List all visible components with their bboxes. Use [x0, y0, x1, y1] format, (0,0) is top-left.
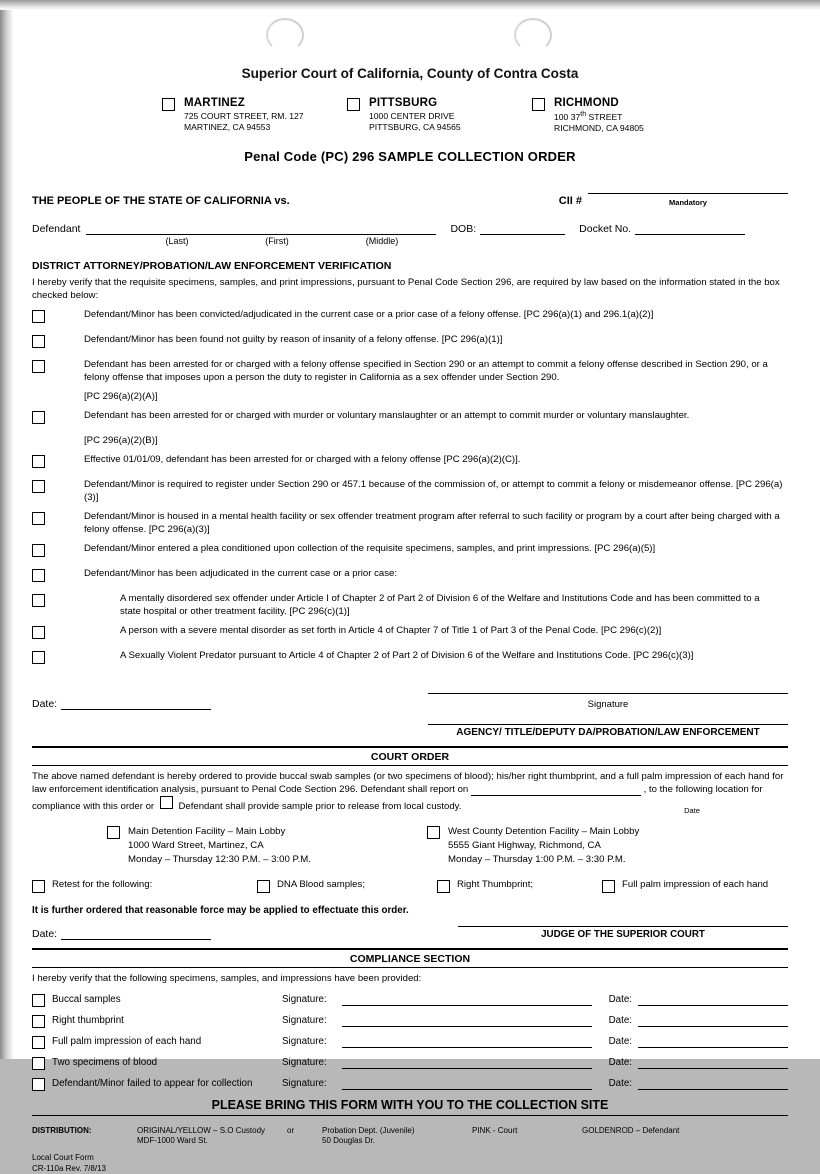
facility-hours: Monday – Thursday 1:00 P.M. – 3:30 P.M. — [448, 853, 626, 865]
checkbox-verification-2[interactable] — [32, 335, 45, 348]
compliance-option-right-thumbprint[interactable] — [32, 1014, 282, 1028]
compliance-option-two-specimens-blood[interactable] — [32, 1056, 282, 1070]
name-sublabels — [32, 236, 788, 246]
compliance-row — [32, 1077, 788, 1091]
compliance-date-label: Date: — [608, 1015, 632, 1027]
form-number-line1: Local Court Form — [32, 1152, 94, 1162]
form-title: Penal Code (PC) 296 SAMPLE COLLECTION ORDER — [244, 149, 576, 165]
distribution-copy1-line2: MDF-1000 Ward St. — [137, 1136, 208, 1146]
defendant-row — [32, 221, 788, 235]
checkbox-right-thumbprint-compliance[interactable] — [32, 1015, 45, 1028]
verification-item[interactable] — [32, 454, 788, 473]
compliance-signature-label: Signature: — [282, 1078, 327, 1090]
verification-item-text: Defendant/Minor is required to register under Section 290 or 457.1 because of the commission of, or attempt to commit a felony or misdemeanor offense. [PC 296(a)(3)] — [84, 478, 783, 503]
compliance-date-input[interactable] — [638, 1015, 788, 1027]
checkbox-verification-8[interactable] — [32, 544, 45, 557]
checkbox-sample-prior-release[interactable] — [160, 796, 173, 809]
compliance-date-label: Date: — [608, 1057, 632, 1069]
dob-input[interactable] — [480, 221, 565, 235]
retest-option-label: Right Thumbprint; — [457, 878, 534, 890]
verification-intro: I hereby verify that the requisite specimens, samples, and print impressions, pursuant to Penal Code Section 296, are required by law based on the information stated in the box checked below: — [32, 277, 780, 302]
compliance-row-label: Buccal samples — [52, 994, 121, 1006]
court-order-heading: COURT ORDER — [370, 750, 450, 763]
retest-option-full-palm[interactable] — [602, 879, 768, 893]
retest-label: Retest for the following: — [52, 878, 153, 890]
retest-label-group[interactable] — [32, 879, 257, 893]
verification-heading: DISTRICT ATTORNEY/PROBATION/LAW ENFORCEMENT VERIFICATION — [32, 260, 392, 273]
distribution-copy4: GOLDENROD – Defendant — [582, 1125, 680, 1135]
checkbox-branch-pittsburg[interactable] — [347, 98, 360, 111]
compliance-rows — [32, 993, 788, 1091]
compliance-row — [32, 1014, 788, 1028]
compliance-signature-input[interactable] — [342, 1015, 592, 1027]
compliance-date-input[interactable] — [638, 1057, 788, 1069]
section-divider-thin — [32, 765, 788, 766]
compliance-date-input[interactable] — [638, 1036, 788, 1048]
cii-input[interactable] — [588, 180, 788, 194]
verification-subitem[interactable] — [32, 650, 788, 669]
compliance-row-label: Full palm impression of each hand — [52, 1036, 202, 1048]
compliance-date-label: Date: — [608, 994, 632, 1006]
checkbox-right-thumbprint[interactable] — [437, 880, 450, 893]
verification-item[interactable] — [32, 479, 788, 505]
label-last: (Last) — [165, 236, 189, 247]
checkbox-buccal-samples[interactable] — [32, 994, 45, 1007]
compliance-row — [32, 993, 788, 1007]
verification-item-list — [32, 309, 788, 668]
branch-address-line1: 1000 CENTER DRIVE — [369, 111, 455, 121]
compliance-intro: I hereby verify that the following specimens, samples, and impressions have been provided: — [32, 972, 422, 984]
court-order-date-label: Date: — [32, 927, 58, 940]
retest-row — [32, 879, 788, 893]
compliance-date-input[interactable] — [638, 994, 788, 1006]
dob-label: DOB: — [450, 223, 477, 236]
verification-subitem-text: A Sexually Violent Predator pursuant to Article 4 of Chapter 2 of Part 2 of Division 6 of the Welfare and Institutions Code. [PC 296(c)(3)] — [120, 649, 694, 661]
report-date-caption: Date — [684, 805, 700, 815]
compliance-row — [32, 1056, 788, 1070]
compliance-row-label: Defendant/Minor failed to appear for collection — [52, 1078, 253, 1090]
checkbox-retest[interactable] — [32, 880, 45, 893]
court-order-text-2: , to the following location for compliance with this order or — [32, 784, 763, 813]
people-of-state-label: THE PEOPLE OF THE STATE OF CALIFORNIA vs. — [32, 195, 290, 208]
compliance-signature-label: Signature: — [282, 994, 327, 1006]
checkbox-verification-sub-1[interactable] — [32, 594, 45, 607]
verification-date-row — [32, 679, 788, 710]
defendant-name-input[interactable] — [86, 221, 436, 235]
compliance-heading: COMPLIANCE SECTION — [349, 952, 471, 965]
checkbox-verification-6[interactable] — [32, 480, 45, 493]
verification-item-text: Defendant/Minor has been adjudicated in the current case or a prior case: — [84, 567, 398, 579]
case-caption-row — [32, 180, 788, 207]
compliance-signature-input[interactable] — [342, 1057, 592, 1069]
section-divider-2 — [32, 948, 788, 950]
footer-divider — [32, 1115, 788, 1116]
verification-item-continuation — [32, 435, 788, 448]
verification-subitem[interactable] — [32, 625, 788, 644]
facility-option-main-detention[interactable] — [107, 825, 427, 867]
retest-option-right-thumbprint[interactable] — [437, 879, 602, 893]
compliance-row — [32, 1035, 788, 1049]
facility-hours: Monday – Thursday 12:30 P.M. – 3:00 P.M. — [128, 853, 311, 865]
checkbox-verification-sub-3[interactable] — [32, 651, 45, 664]
branch-checkbox-group — [32, 97, 788, 133]
distribution-copy2-line1: Probation Dept. (Juvenile) — [322, 1125, 415, 1135]
checkbox-dna-blood-samples[interactable] — [257, 880, 270, 893]
compliance-option-full-palm[interactable] — [32, 1035, 282, 1049]
branch-address-line1: 725 COURT STREET, RM. 127 — [184, 111, 304, 121]
branch-option-richmond[interactable] — [532, 97, 717, 133]
facility-option-west-county[interactable] — [427, 825, 747, 867]
verification-date-input[interactable] — [61, 696, 211, 710]
bring-form-notice: PLEASE BRING THIS FORM WITH YOU TO THE COLLECTION SITE — [211, 1097, 609, 1112]
verification-item[interactable] — [32, 359, 788, 385]
branch-address-line2: RICHMOND, CA 94805 — [554, 122, 644, 133]
branch-name: MARTINEZ — [184, 97, 246, 109]
facility-address: 5555 Giant Highway, Richmond, CA — [448, 839, 601, 851]
court-order-text-1: The above named defendant is hereby ordered to provide buccal swab samples (or two specimens of blood); his/her right thumbprint, and a full palm impression of each hand for law enforcement identification analysis, pursuant to Penal Code Section 296. Defendant shall report on — [32, 770, 784, 795]
compliance-option-buccal[interactable] — [32, 993, 282, 1007]
docket-label: Docket No. — [579, 223, 632, 236]
checkbox-failed-to-appear[interactable] — [32, 1078, 45, 1091]
branch-address-line2: PITTSBURG, CA 94565 — [369, 121, 461, 132]
court-order-date-row — [32, 926, 788, 940]
branch-name: RICHMOND — [554, 97, 619, 109]
form-content — [32, 18, 788, 1174]
verification-signature-caption: Signature — [587, 698, 629, 710]
label-middle: (Middle) — [365, 236, 399, 247]
agency-title-caption: AGENCY/ TITLE/DEPUTY DA/PROBATION/LAW ENFORCEMENT — [428, 724, 788, 738]
scan-top-shadow — [0, 0, 820, 10]
checkbox-verification-3[interactable] — [32, 360, 45, 373]
verification-item-continuation — [32, 391, 788, 404]
verification-item-text: Effective 01/01/09, defendant has been arrested for or charged with a felony offense [PC 296(a)(2)(C)]. — [84, 453, 521, 465]
verification-item-text: Defendant/Minor has been found not guilty by reason of insanity of a felony offense. [PC 296(a)(1)] — [84, 334, 503, 346]
report-date-input[interactable] — [471, 784, 641, 796]
compliance-row-label: Right thumbprint — [52, 1015, 124, 1027]
checkbox-branch-richmond[interactable] — [532, 98, 545, 111]
court-order-date-input[interactable] — [61, 926, 211, 940]
verification-item[interactable] — [32, 568, 788, 587]
branch-address-line1: 100 37th STREET — [554, 111, 623, 122]
branch-option-pittsburg[interactable] — [347, 97, 532, 133]
checkbox-verification-9[interactable] — [32, 569, 45, 582]
form-number-block — [32, 1153, 788, 1174]
checkbox-facility-main-detention[interactable] — [107, 826, 120, 839]
verification-subitem[interactable] — [32, 593, 788, 619]
verification-item[interactable] — [32, 511, 788, 537]
verification-item[interactable] — [32, 410, 788, 429]
verification-item-text: [PC 296(a)(2)(A)] — [84, 391, 158, 403]
verification-item-text: Defendant/Minor has been convicted/adjudicated in the current case or a prior case of a felony offense. [PC 296(a)(1) and 296.1(a)(2)] — [84, 309, 654, 321]
retest-option-dna-blood[interactable] — [257, 879, 437, 893]
verification-item-text: [PC 296(a)(2)(B)] — [84, 435, 158, 447]
court-order-text-3: Defendant shall provide sample prior to release from local custody. — [178, 801, 462, 813]
compliance-signature-label: Signature: — [282, 1015, 327, 1027]
defendant-label: Defendant — [32, 223, 81, 236]
branch-option-martinez[interactable] — [162, 97, 347, 133]
facility-name: Main Detention Facility – Main Lobby — [128, 825, 286, 837]
judge-signature-caption: JUDGE OF THE SUPERIOR COURT — [458, 926, 788, 940]
section-divider — [32, 746, 788, 748]
checkbox-verification-4[interactable] — [32, 411, 45, 424]
facility-options — [32, 825, 788, 867]
compliance-signature-input[interactable] — [342, 994, 592, 1006]
checkbox-verification-sub-2[interactable] — [32, 626, 45, 639]
verification-item-text: Defendant/Minor is housed in a mental health facility or sex offender treatment program after referral to such facility or program by a court after being charged with a felony offense. [PC 296(a)(3)] — [84, 510, 780, 535]
form-number-line2: CR-110a Rev. 7/8/13 — [32, 1163, 106, 1173]
checkbox-facility-west-county[interactable] — [427, 826, 440, 839]
branch-name: PITTSBURG — [369, 97, 438, 109]
label-first: (First) — [265, 236, 289, 247]
section-divider-thin-2 — [32, 967, 788, 968]
reasonable-force-text: It is further ordered that reasonable force may be applied to effectuate this order. — [32, 904, 409, 916]
checkbox-branch-martinez[interactable] — [162, 98, 175, 111]
cii-mandatory-note: Mandatory — [669, 198, 707, 208]
facility-address: 1000 Ward Street, Martinez, CA — [128, 839, 264, 851]
verification-signature-input[interactable] — [428, 679, 788, 694]
facility-name: West County Detention Facility – Main Lobby — [448, 825, 640, 837]
checkbox-verification-1[interactable] — [32, 310, 45, 323]
scan-edge-shadow — [0, 0, 14, 1059]
form-sheet — [14, 10, 806, 1173]
compliance-signature-label: Signature: — [282, 1036, 327, 1048]
distribution-row — [32, 1126, 788, 1147]
compliance-option-failed-to-appear[interactable] — [32, 1077, 282, 1091]
verification-item-text: Defendant has been arrested for or charged with murder or voluntary manslaughter or an attempt to commit murder or voluntary manslaughter. — [84, 410, 690, 422]
retest-option-label: DNA Blood samples; — [277, 878, 365, 890]
cii-label: CII # — [558, 195, 582, 208]
compliance-date-label: Date: — [608, 1078, 632, 1090]
verification-subitem-text: A person with a severe mental disorder as set forth in Article 4 of Chapter 7 of Title 1 of Part 3 of the Penal Code. [PC 296(c)(2)] — [120, 624, 662, 636]
compliance-row-label: Two specimens of blood — [52, 1057, 158, 1069]
docket-input[interactable] — [635, 221, 745, 235]
distribution-or: or — [287, 1125, 295, 1135]
page-title: Superior Court of California, County of Contra Costa — [241, 66, 579, 81]
distribution-copy3: PINK - Court — [472, 1125, 518, 1135]
checkbox-verification-7[interactable] — [32, 512, 45, 525]
compliance-signature-input[interactable] — [342, 1078, 592, 1090]
compliance-signature-input[interactable] — [342, 1036, 592, 1048]
verification-item[interactable] — [32, 334, 788, 353]
compliance-signature-label: Signature: — [282, 1057, 327, 1069]
checkbox-verification-5[interactable] — [32, 455, 45, 468]
retest-option-label: Full palm impression of each hand — [622, 878, 769, 890]
distribution-copy2-line2: 50 Douglas Dr. — [322, 1136, 375, 1146]
verification-item[interactable] — [32, 543, 788, 562]
checkbox-two-specimens-blood[interactable] — [32, 1057, 45, 1070]
verification-signature-block — [428, 679, 788, 710]
verification-item-text: Defendant has been arrested for or charged with a felony offense specified in Section 290 or an attempt to commit a felony offense described in Section 290, or a felony offense that imposes upon a person the duty to register in California as a sex offender under Section 290. — [84, 359, 768, 384]
distribution-label: DISTRIBUTION: — [32, 1125, 92, 1135]
branch-address-line2: MARTINEZ, CA 94553 — [184, 121, 271, 132]
verification-item-text: Defendant/Minor entered a plea conditioned upon collection of the requisite specimens, samples, and print impressions. [PC 296(a)(5)] — [84, 542, 656, 554]
distribution-copy1-line1: ORIGINAL/YELLOW – S.O Custody — [137, 1125, 266, 1135]
checkbox-full-palm-impression[interactable] — [602, 880, 615, 893]
compliance-date-input[interactable] — [638, 1078, 788, 1090]
verification-item[interactable] — [32, 309, 788, 328]
checkbox-full-palm-compliance[interactable] — [32, 1036, 45, 1049]
compliance-date-label: Date: — [608, 1036, 632, 1048]
verification-subitem-text: A mentally disordered sex offender under Article I of Chapter 2 of Part 2 of Division 6 of the Welfare and Institutions Code and has been committed to a state hospital or other treatment facility. [PC 296(c)(1)] — [120, 592, 760, 617]
verification-date-label: Date: — [32, 697, 58, 710]
